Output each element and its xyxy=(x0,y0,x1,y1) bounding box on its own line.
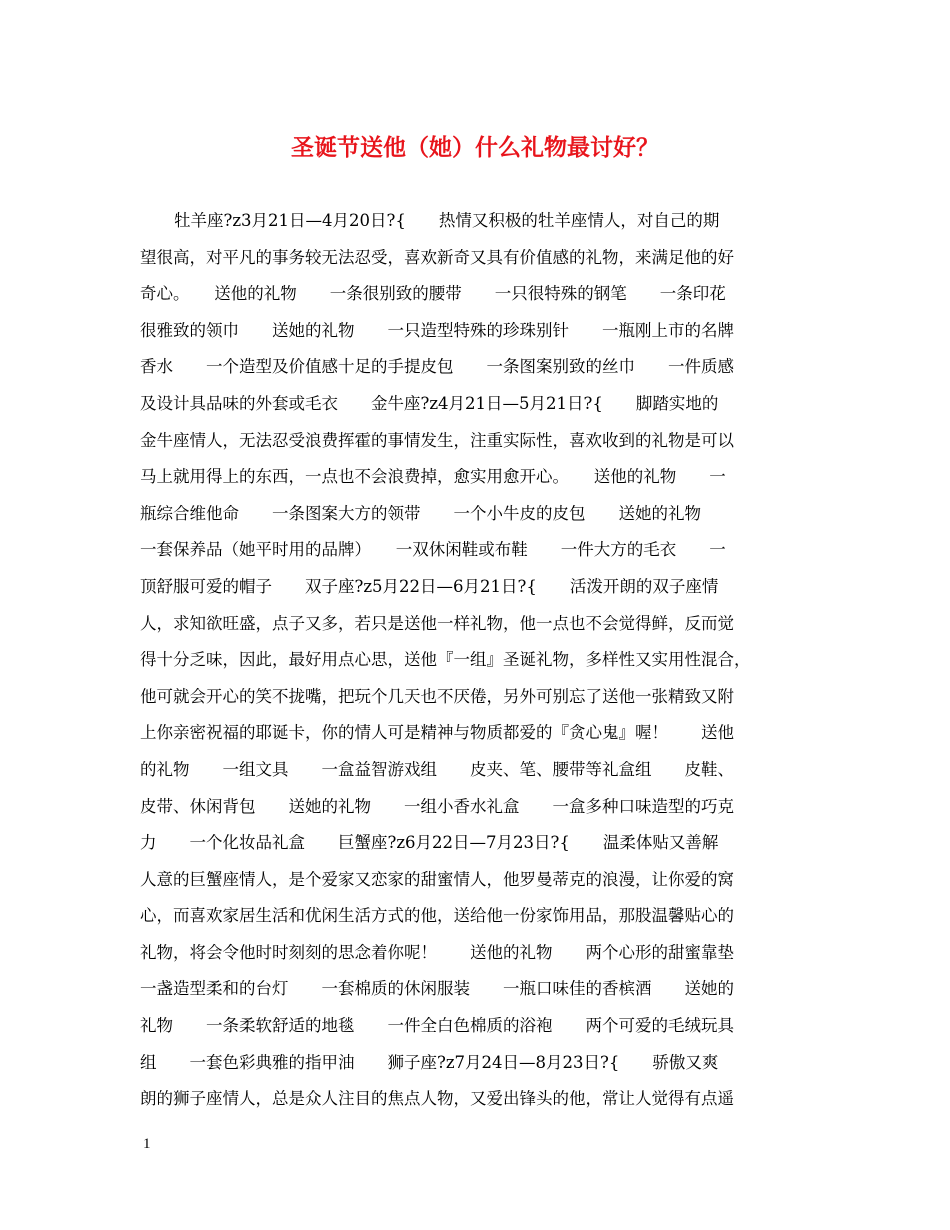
text-line: 得十分乏味，因此，最好用点心思，送他『一组』圣诞礼物，多样性又实用性混合， xyxy=(140,650,751,670)
text-line: 金牛座情人，无法忍受浪费挥霍的事情发生，注重实际性，喜欢收到的礼物是可以 xyxy=(140,430,734,450)
text-line: 礼物，将会令他时时刻刻的思念着你呢！ 送他的礼物 两个心形的甜蜜靠垫 xyxy=(140,942,734,962)
text-line: 的礼物 一组文具 一盒益智游戏组 皮夹、笔、腰带等礼盒组 皮鞋、 xyxy=(140,759,734,779)
text-line: 朗的狮子座情人，总是众人注目的焦点人物，又爱出锋头的他，常让人觉得有点遥 xyxy=(140,1089,734,1109)
text-line: 组 一套色彩典雅的指甲油 狮子座?z7月24日—8月23日?{ 骄傲又爽 xyxy=(140,1052,719,1072)
text-line: 礼物 一条柔软舒适的地毯 一件全白色棉质的浴袍 两个可爱的毛绒玩具 xyxy=(140,1016,734,1036)
text-line: 一套保养品（她平时用的品牌） 一双休闲鞋或布鞋 一件大方的毛衣 一 xyxy=(140,540,726,560)
text-line: 力 一个化妆品礼盒 巨蟹座?z6月22日—7月23日?{ 温柔体贴又善解 xyxy=(140,833,719,853)
text-line: 马上就用得上的东西，一点也不会浪费掉，愈实用愈开心。 送他的礼物 一 xyxy=(140,467,726,487)
text-line: 奇心。 送他的礼物 一条很别致的腰带 一只很特殊的钢笔 一条印花 xyxy=(140,284,726,304)
text-line: 香水 一个造型及价值感十足的手提皮包 一条图案别致的丝巾 一件质感 xyxy=(140,357,734,377)
text-line: 望很高，对平凡的事务较无法忍受，喜欢新奇又具有价值感的礼物，来满足他的好 xyxy=(140,247,734,267)
text-line: 瓶综合维他命 一条图案大方的领带 一个小牛皮的皮包 送她的礼物 xyxy=(140,503,701,523)
text-line: 一盏造型柔和的台灯 一套棉质的休闲服装 一瓶口味佳的香槟酒 送她的 xyxy=(140,979,734,999)
text-line: 上你亲密祝福的耶诞卡，你的情人可是精神与物质都爱的『贪心鬼』喔！ 送他 xyxy=(140,723,734,743)
body-paragraph xyxy=(140,203,823,1118)
text-line: 牡羊座?z3月21日—4月20日?{ 热情又积极的牡羊座情人，对自己的期 xyxy=(174,211,720,230)
text-line: 很雅致的领巾 送她的礼物 一只造型特殊的珍珠别针 一瓶刚上市的名牌 xyxy=(140,320,734,340)
text-line: 人意的巨蟹座情人，是个爱家又恋家的甜蜜情人，他罗曼蒂克的浪漫，让你爱的窝 xyxy=(140,869,734,889)
page-number: 1 xyxy=(143,1136,151,1152)
text-line: 人，求知欲旺盛，点子又多，若只是送他一样礼物，他一点也不会觉得鲜，反而觉 xyxy=(140,613,734,633)
text-line: 心，而喜欢家居生活和优闲生活方式的他，送给他一份家饰用品，那股温馨贴心的 xyxy=(140,906,734,926)
text-line: 皮带、休闲背包 送她的礼物 一组小香水礼盒 一盒多种口味造型的巧克 xyxy=(140,796,734,816)
page-title: 圣诞节送他（她）什么礼物最讨好？ xyxy=(291,134,659,161)
text-line: 及设计具品味的外套或毛衣 金牛座?z4月21日—5月21日?{ 脚踏实地的 xyxy=(140,393,719,413)
text-line: 顶舒服可爱的帽子 双子座?z5月22日—6月21日?{ 活泼开朗的双子座情 xyxy=(140,576,719,596)
text-line: 他可就会开心的笑不拢嘴，把玩个几天也不厌倦，另外可别忘了送他一张精致又附 xyxy=(140,686,734,706)
